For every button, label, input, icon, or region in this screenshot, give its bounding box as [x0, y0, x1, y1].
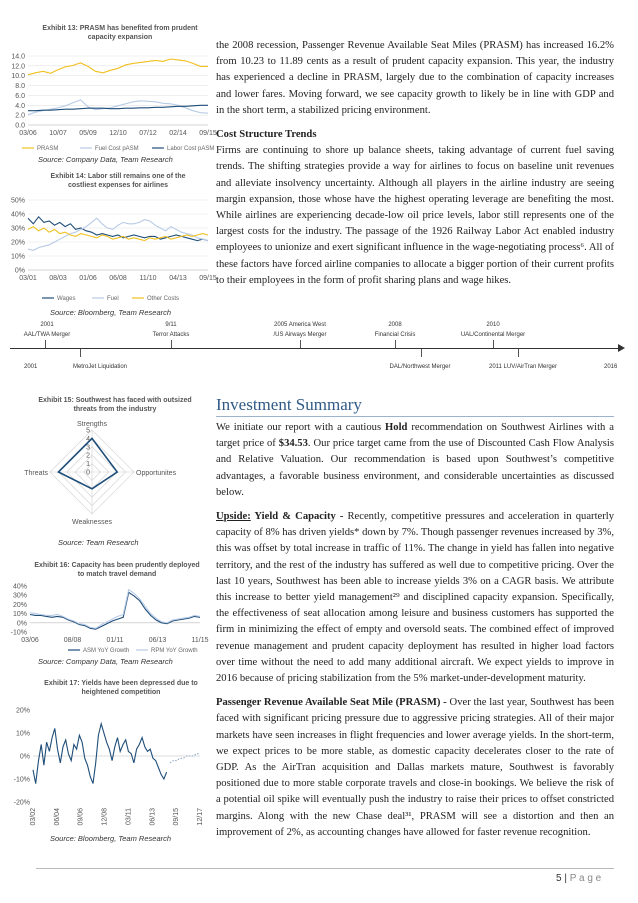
page-label: P a g e	[569, 873, 602, 884]
x-tick-label: 01/11	[106, 637, 124, 644]
exhibit15-chart	[0, 414, 215, 538]
y-tick-label: 2.0	[15, 112, 25, 120]
exhibit17-chart	[0, 700, 215, 838]
series-line-fuel-cost-pasm	[28, 100, 208, 115]
y-tick-label: 10%	[12, 611, 27, 619]
x-tick-label: 06/13	[149, 808, 157, 826]
timeline-end-year: 2016	[604, 364, 618, 370]
legend-label: Wages	[57, 296, 76, 302]
timeline-line	[10, 348, 622, 349]
series-line-fuel	[28, 218, 208, 250]
y-tick-label: 0.0	[15, 122, 25, 130]
x-tick-label: 03/11	[125, 808, 133, 825]
y-tick-label: 14.0	[11, 53, 25, 61]
legend-label: Labor Cost pASM	[167, 146, 215, 152]
y-tick-label: 0%	[16, 620, 27, 628]
investment-paragraph: We initiate our report with a cautious Hold recommendation on Southwest Airlines with a target price of $34.53. Our price target came from the use of Discounted Cash Flow Analysis and Relative Valuation. Our recommendation is based upon Southwest’s competitive advantages, a favorable business environment, and considerable uncertainties as discussed below.	[216, 422, 614, 498]
y-tick-label: 30%	[12, 592, 27, 600]
heading-divider	[216, 416, 614, 417]
y-tick-label: 50%	[10, 197, 25, 205]
timeline-below-1: MetroJet Liquidation	[72, 364, 128, 370]
x-tick-label: 08/03	[49, 275, 67, 282]
series-line-other-costs	[28, 227, 208, 241]
page-number: 5	[556, 873, 562, 884]
x-tick-label: 06/04	[53, 808, 61, 826]
radar-tick-label: 4	[86, 435, 90, 443]
timeline-below-2: DAL/Northwest Merger	[389, 364, 451, 370]
timeline-event-3: 2005 America West /US Airways Merger	[273, 322, 327, 338]
legend-label: RPM YoY Growth	[151, 648, 198, 654]
legend-label: Fuel Cost pASM	[95, 146, 139, 152]
radar-tick-label: 1	[86, 461, 90, 469]
x-tick-label: 11/10	[139, 275, 157, 282]
exhibit16-source: Source: Company Data, Team Research	[38, 657, 173, 666]
exhibit13-title: Exhibit 13: PRASM has benefited from prudent capacity expansion	[42, 25, 198, 41]
exhibit13-chart	[0, 48, 215, 156]
y-tick-label: 0%	[14, 267, 25, 275]
y-tick-label: 40%	[12, 583, 27, 591]
y-tick-label: 20%	[15, 707, 30, 715]
exhibit14-source: Source: Bloomberg, Team Research	[50, 308, 172, 317]
radar-tick-label: 2	[86, 452, 90, 460]
series-line-forecast	[170, 754, 200, 763]
x-tick-label: 04/13	[169, 275, 187, 282]
y-tick-label: -10%	[10, 629, 27, 637]
y-tick-label: 20%	[10, 239, 25, 247]
y-tick-label: 12.0	[11, 63, 25, 71]
x-tick-label: 06/13	[148, 637, 167, 644]
timeline-event-2: 9/11 Terror Attacks	[152, 322, 190, 338]
x-tick-label: 09/06	[77, 808, 85, 826]
x-tick-label: 09/15	[199, 275, 217, 282]
exhibit13-source: Source: Company Data, Team Research	[38, 155, 173, 164]
x-tick-label: 02/14	[169, 130, 187, 137]
legend-label: Fuel	[107, 296, 119, 302]
cost-structure-heading: Cost Structure Trends	[216, 129, 317, 141]
x-tick-label: 12/17	[197, 808, 204, 826]
prasm-paragraph: Passenger Revenue Available Seat Mile (PRASM) - Over the last year, Southwest has been faced with significant pricing pressure due to aggressive pricing strategies. All of their major markets have seen increases in flight frequencies and lower average yields. In the short-term, we expect prices to be more stable, as domestic capacity decelerates closer to the rate of GDP. As the AirTran acquisition and Dallas markets mature, Southwest is favorably positioned due to more stable corporate travels and close-in bookings. We believe the risk of a potential oil spike will eventually push the industry to raise their prices to offset constricted margins. Along with the new Chase deal³¹, PRASM will see a distortion and then an improvement of 2%, as accounting changes have allowed for faster revenue recognition.	[216, 697, 615, 838]
exhibit17-source: Source: Bloomberg, Team Research	[50, 834, 172, 843]
radar-tick-label: 5	[86, 427, 90, 435]
y-tick-label: 8.0	[15, 83, 25, 91]
x-tick-label: 12/08	[101, 808, 109, 826]
exhibit15-source: Source: Team Research	[58, 538, 139, 547]
legend-label: Other Costs	[147, 296, 180, 302]
x-tick-label: 03/01	[19, 275, 37, 282]
radar-tick-label: 0	[86, 469, 90, 477]
radar-axis-threats: Threats	[24, 470, 48, 477]
legend-label: PRASM	[37, 146, 59, 152]
radar-axis-opportunities: Opportunites	[136, 470, 177, 477]
x-tick-label: 08/08	[63, 637, 82, 644]
y-tick-label: 10.0	[11, 73, 25, 81]
timeline-event-1: 2001 AAL/TWA Merger	[23, 322, 71, 338]
legend-label: ASM YoY Growth	[83, 648, 130, 654]
investment-summary-heading: Investment Summary	[216, 395, 362, 414]
x-tick-label: 01/06	[79, 275, 97, 282]
y-tick-label: 4.0	[15, 102, 25, 110]
y-tick-label: -20%	[13, 799, 30, 807]
y-tick-label: 6.0	[15, 92, 25, 100]
timeline	[0, 318, 638, 378]
exhibit15-title: Exhibit 15: Southwest has faced with outsized threats from the industry	[38, 397, 192, 413]
x-tick-label: 11/15	[191, 637, 209, 644]
x-tick-label: 03/02	[30, 808, 37, 826]
x-tick-label: 06/08	[109, 275, 127, 282]
page-footer: 5 | P a g e	[556, 873, 602, 884]
exhibit16-title: Exhibit 16: Capacity has been prudently deployed to match travel demand	[34, 562, 200, 578]
x-tick-label: 09/15	[199, 130, 217, 137]
y-tick-label: -10%	[13, 776, 30, 784]
y-tick-label: 0%	[19, 753, 30, 761]
series-line-asm-yoy-growth	[30, 592, 200, 629]
upside-paragraph: Upside: Yield & Capacity - Recently, competitive pressures and acceleration in quarterly capacity of 8% has driven yields* down by 7%. Though passenger revenues increased by 3%, this was offset by total increase in traffic of 11%. The change in yield has fallen into negative territory, and the rest of the industry has suffered as well due to competitive pricing. Over the last 10 years, Southwest has been able to increase yields 3% on a CAGR basis. We attribute this increase to better yield management²⁹ and disciplined capacity expansion. Specifically, the effectiveness of seat allocation among leisure and business customers has supported the firm in minimizing the effect of empty and oversold seats. The combined effect of improved revenue management and prudent capacity deployment has resulted in higher load factors over time without the need to add many additional aircraft. We expect yields to improve in 2016 because of pricing stabilization from the 5% market-under-development maturity.	[216, 511, 614, 685]
y-tick-label: 20%	[12, 601, 27, 609]
radar-tick-label: 3	[86, 444, 90, 452]
exhibit16-chart	[0, 580, 215, 658]
radar-axis-weaknesses: Weaknesses	[72, 519, 112, 526]
timeline-arrow-icon	[618, 344, 625, 352]
timeline-start-year: 2001	[24, 364, 38, 370]
y-tick-label: 40%	[10, 211, 25, 219]
x-tick-label: 10/07	[49, 130, 67, 137]
x-tick-label: 09/15	[173, 808, 181, 826]
x-tick-label: 03/06	[19, 130, 37, 137]
y-tick-label: 10%	[10, 253, 25, 261]
x-tick-label: 12/10	[109, 130, 127, 137]
series-line-prasm	[28, 59, 208, 75]
y-tick-label: 30%	[10, 225, 25, 233]
series-line-yield-yoy-growth	[33, 724, 167, 784]
x-tick-label: 07/12	[139, 130, 157, 137]
timeline-event-5: 2010 UAL/Continental Merger	[460, 322, 526, 338]
timeline-event-4: 2008 Financial Crisis	[374, 322, 416, 338]
y-tick-label: 10%	[15, 730, 30, 738]
x-tick-label: 03/06	[21, 637, 39, 644]
x-tick-label: 05/09	[79, 130, 97, 137]
radar-axis-strengths: Strengths	[77, 421, 107, 428]
exhibit17-title: Exhibit 17: Yields have been depressed due to heightened competition	[44, 680, 198, 696]
timeline-below-3: 2011 LUV/AirTran Merger	[488, 364, 558, 370]
exhibit14-title: Exhibit 14: Labor still remains one of the costliest expenses for airlines	[50, 173, 186, 189]
cost-structure-paragraph: Firms are continuing to shore up balance sheets, taking advantage of current fuel saving trends. The shifting strategies provide a way for airlines to focus on baseline unit revenues and alleviate insolvency uncertainty. Although all players in the airline industry are seeing margin expansion, those whose have the highest operating leverage are benefiting the most. While airlines are experiencing decade-low oil price levels, labor still represents one of the largest costs for the industry. The passage of the 1926 Railway Labor Act enabled industry employees to unionize and exert significant influence in the wage-negotiating process⁶. All of these factors have forced airline companies to allocate a bigger portion of their current profits to their employees in the form of profit sharing plans and wage hikes.	[216, 145, 614, 286]
cost-intro-paragraph: the 2008 recession, Passenger Revenue Available Seat Miles (PRASM) has increased 16.2% from 10.23 to 11.89 cents as a result of prudent capacity expansion. This year, the industry has experienced a decline in PRASM, largely due to the combination of capacity increases and lower fares. Moving forward, we see capacity growth to likely be in line with GDP and in the short term, a stabilized pricing environment.	[216, 40, 614, 116]
footer-divider	[36, 868, 614, 869]
exhibit14-chart	[0, 192, 215, 310]
